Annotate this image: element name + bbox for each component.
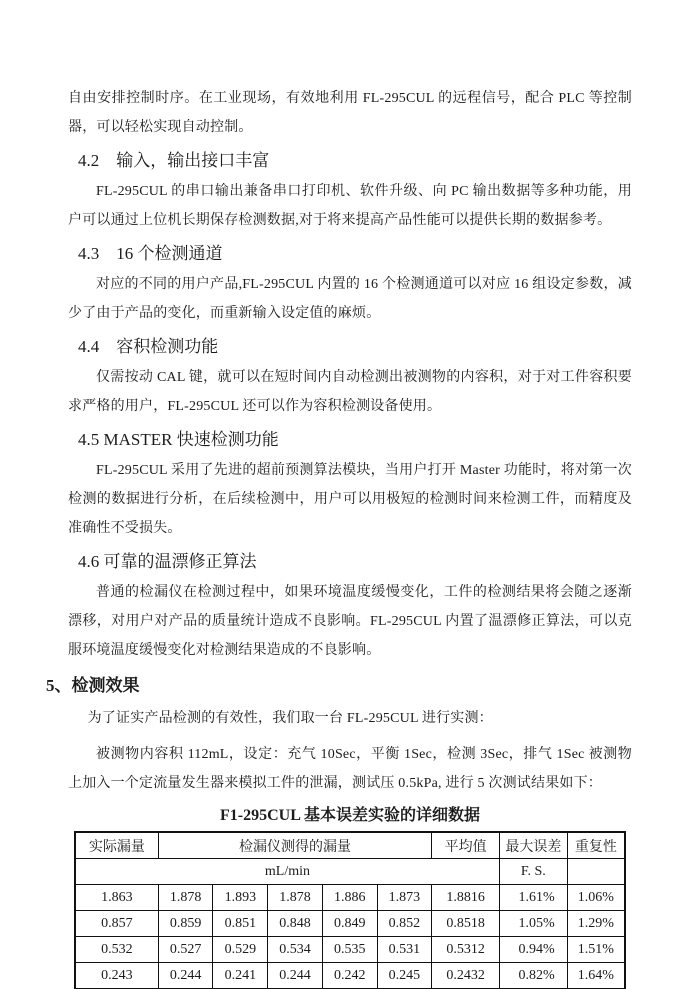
- table-row: [75, 937, 625, 963]
- cell: 0.529: [213, 937, 268, 963]
- table-row: [75, 911, 625, 937]
- table-row: [75, 885, 625, 911]
- cell: 0.848: [268, 911, 323, 937]
- cell: 0.5312: [432, 937, 500, 963]
- cell: 0.245: [377, 963, 432, 989]
- col-header-repeatability: 重复性: [567, 832, 625, 859]
- cell-max-error: 0.94%: [499, 937, 567, 963]
- cell: 0.531: [377, 937, 432, 963]
- paragraph-4-4: 仅需按动 CAL 键，就可以在短时间内自动检测出被测物的内容积，对于对工件容积要求严格的用户，FL-295CUL 还可以作为容积检测设备使用。: [68, 370, 632, 414]
- paragraph-5-setup: 被测物内容积 112mL，设定：充气 10Sec，平衡 1Sec，检测 3Sec，排气 1Sec 被测物上加入一个定流量发生器来模拟工件的泄漏，测试压 0.5kPa, 进行 5 次测试结果如下：: [68, 747, 632, 791]
- paragraph-intro-continuation: 自由安排控制时序。在工业现场，有效地利用 FL-295CUL 的远程信号，配合 PLC 等控制器，可以轻松实现自动控制。: [68, 91, 632, 135]
- paragraph-4-3: 对应的不同的用户产品,FL-295CUL 内置的 16 个检测通道可以对应 16 组设定参数，减少了由于产品的变化，而重新输入设定值的麻烦。: [68, 277, 632, 321]
- error-data-table: [74, 831, 626, 989]
- col-header-actual-leak: 实际漏量: [75, 832, 158, 859]
- cell: 0.244: [268, 963, 323, 989]
- paragraph-4-2: FL-295CUL 的串口输出兼备串口打印机、软件升级、向 PC 输出数据等多种功能，用户可以通过上位机长期保存检测数据,对于将来提高产品性能可以提供长期的数据参考。: [68, 184, 632, 228]
- cell-repeatability: 1.29%: [567, 911, 625, 937]
- cell-repeatability: 1.51%: [567, 937, 625, 963]
- table-row: [75, 963, 625, 989]
- heading-4-5: 4.5 MASTER 快速检测功能: [78, 430, 279, 449]
- unit-cell: mL/min: [75, 859, 499, 885]
- heading-5: 5、检测效果: [46, 676, 140, 695]
- cell: 1.873: [377, 885, 432, 911]
- cell: 0.8518: [432, 911, 500, 937]
- table-unit-row: [75, 859, 625, 885]
- cell: 0.242: [322, 963, 377, 989]
- col-header-measured-leak: 检漏仪测得的漏量: [158, 832, 431, 859]
- heading-4-6: 4.6 可靠的温漂修正算法: [78, 552, 257, 571]
- col-header-max-error: 最大误差: [499, 832, 567, 859]
- cell-max-error: 1.05%: [499, 911, 567, 937]
- table-title: F1-295CUL 基本误差实验的详细数据: [219, 807, 480, 824]
- paragraph-4-5: FL-295CUL 采用了先进的超前预测算法模块，当用户打开 Master 功能时，将对第一次检测的数据进行分析，在后续检测中，用户可以用极短的检测时间来检测工件，而精度及准确性不受损失。: [68, 463, 632, 536]
- cell: 0.851: [213, 911, 268, 937]
- cell-max-error: 1.61%: [499, 885, 567, 911]
- cell: 0.852: [377, 911, 432, 937]
- cell-max-error: 0.82%: [499, 963, 567, 989]
- cell-repeatability: 1.64%: [567, 963, 625, 989]
- cell: 0.243: [75, 963, 158, 989]
- cell: 0.534: [268, 937, 323, 963]
- cell: 0.241: [213, 963, 268, 989]
- cell: 0.859: [158, 911, 213, 937]
- heading-4-3: 4.3 16 个检测通道: [78, 244, 223, 263]
- cell: 1.8816: [432, 885, 500, 911]
- cell: 0.532: [75, 937, 158, 963]
- cell: 1.893: [213, 885, 268, 911]
- paragraph-4-6: 普通的检漏仪在检测过程中，如果环境温度缓慢变化，工件的检测结果将会随之逐渐漂移，对用户对产品的质量统计造成不良影响。FL-295CUL 内置了温漂修正算法，可以克服环境温度缓慢变化对检测结果造成的不良影响。: [68, 585, 632, 658]
- cell: 0.857: [75, 911, 158, 937]
- cell: 0.527: [158, 937, 213, 963]
- fs-cell: F. S.: [499, 859, 567, 885]
- cell: 1.863: [75, 885, 158, 911]
- cell: 1.878: [268, 885, 323, 911]
- paragraph-5-intro: 为了证实产品检测的有效性，我们取一台 FL-295CUL 进行实测：: [87, 711, 493, 726]
- cell: 0.2432: [432, 963, 500, 989]
- table-header-row: [75, 832, 625, 859]
- empty-cell: [567, 859, 625, 885]
- cell: 0.535: [322, 937, 377, 963]
- cell-repeatability: 1.06%: [567, 885, 625, 911]
- heading-4-4: 4.4 容积检测功能: [78, 337, 219, 356]
- col-header-average: 平均值: [432, 832, 500, 859]
- cell: 1.886: [322, 885, 377, 911]
- heading-4-2: 4.2 输入，输出接口丰富: [78, 151, 270, 170]
- cell: 1.878: [158, 885, 213, 911]
- cell: 0.244: [158, 963, 213, 989]
- cell: 0.849: [322, 911, 377, 937]
